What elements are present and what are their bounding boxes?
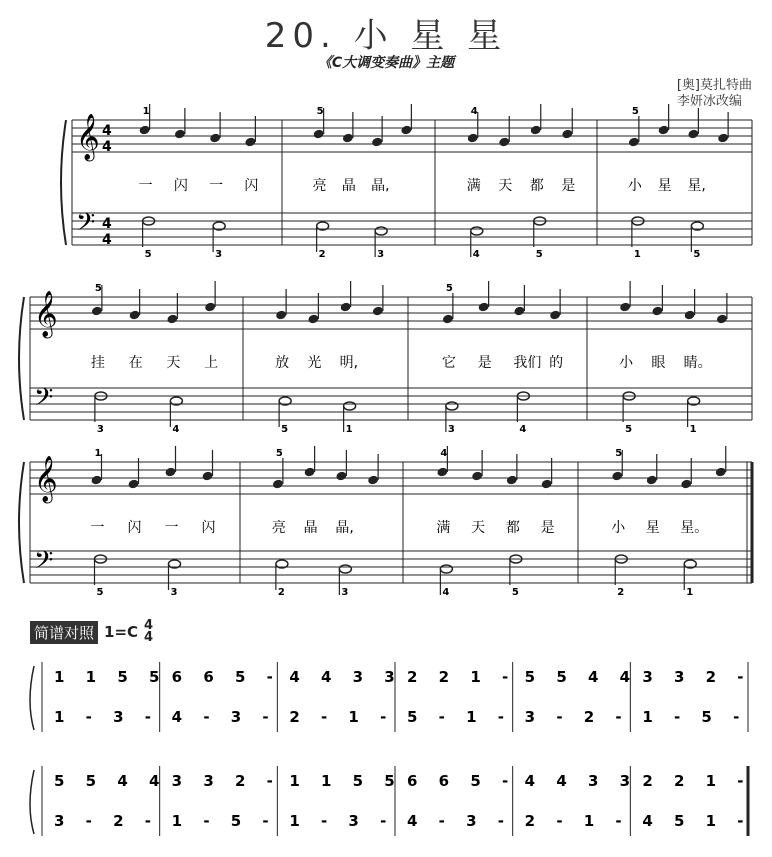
lyric-syllable: 星 <box>645 520 660 536</box>
note-head <box>166 314 178 325</box>
fingering-bass: 1 <box>686 587 694 598</box>
note-head <box>506 475 518 486</box>
note-head <box>717 133 729 144</box>
jianpu-time-signature: 4 4 <box>144 618 154 645</box>
jianpu-top-measure: 4 4 3 3 <box>524 772 639 790</box>
jianpu-bottom-measure: 2 - 1 - <box>289 708 395 726</box>
fingering-bass: 3 <box>96 424 104 435</box>
jianpu-bottom-measure: 2 - 1 - <box>524 812 630 830</box>
note-head <box>628 137 640 148</box>
fingering-treble: 4 <box>440 448 448 459</box>
lyric-syllable: 天 <box>498 178 513 194</box>
note-head <box>541 479 553 490</box>
lyric-syllable: 明, <box>339 355 359 371</box>
jianpu-bottom-measure: 3 - 2 - <box>54 812 159 830</box>
lyric-syllable: 小 <box>611 520 626 536</box>
note-head <box>91 306 103 317</box>
fingering-bass: 5 <box>693 249 701 260</box>
lyric-syllable: 是 <box>540 520 555 536</box>
fingering-bass: 5 <box>511 587 519 598</box>
note-head <box>400 125 412 136</box>
lyric-syllable: 眼 <box>651 355 666 371</box>
staff-brace <box>19 462 24 583</box>
lyric-syllable: 闪 <box>173 178 188 194</box>
lyric-syllable: 小 <box>619 355 634 371</box>
time-signature-top: 4 <box>102 123 112 139</box>
jianpu-bottom-measure: 5 - 1 - <box>407 708 512 726</box>
lyric-syllable: 小 <box>627 178 642 194</box>
note-head-half <box>375 227 387 235</box>
lyric-syllable: 都 <box>529 178 544 194</box>
note-head <box>478 302 490 313</box>
note-head <box>561 129 573 140</box>
time-signature-top: 4 <box>102 216 112 232</box>
fingering-bass: 1 <box>633 249 641 260</box>
jianpu-brace <box>30 770 34 834</box>
note-head-half <box>339 565 351 573</box>
lyric-syllable: 天 <box>166 355 181 371</box>
fingering-bass: 4 <box>442 587 450 598</box>
arranger-line: 李妍冰改编 <box>676 94 742 109</box>
jianpu-bottom-measure: 4 - 3 - <box>171 708 277 726</box>
lyric-syllable: 光 <box>307 355 322 371</box>
staff-brace <box>61 120 66 245</box>
note-head <box>367 475 379 486</box>
fingering-bass: 2 <box>277 587 285 598</box>
bass-clef: 𝄢 <box>34 546 54 581</box>
lyric-syllable: 星, <box>687 178 706 194</box>
fingering-bass: 4 <box>472 249 480 260</box>
lyric-syllable: 一 <box>90 520 105 536</box>
lyric-syllable: 睛。 <box>683 355 712 371</box>
note-head <box>658 125 670 136</box>
lyric-syllable: 一 <box>138 178 153 194</box>
jianpu-top-measure: 2 2 1 - <box>642 772 752 790</box>
lyric-syllable: 晶, <box>371 178 390 194</box>
lyric-syllable: 闪 <box>201 520 216 536</box>
fingering-bass: 5 <box>625 424 633 435</box>
lyric-syllable: 是 <box>561 178 576 194</box>
jianpu-brace <box>30 666 34 730</box>
fingering-bass: 2 <box>318 249 326 260</box>
jianpu-top-measure: 5 5 4 4 <box>524 668 639 686</box>
fingering-bass: 5 <box>144 249 152 260</box>
note-head <box>313 129 325 140</box>
lyric-syllable: 闪 <box>244 178 259 194</box>
fingering-treble: 5 <box>316 106 324 117</box>
note-head <box>209 133 221 144</box>
composer-line: [奥]莫扎特曲 <box>676 78 752 93</box>
fingering-treble: 5 <box>275 448 283 459</box>
note-head-half <box>471 227 483 235</box>
fingering-bass: 2 <box>617 587 625 598</box>
lyric-syllable: 满 <box>466 178 481 194</box>
lyric-syllable: 闪 <box>127 520 142 536</box>
lyric-syllable: 是 <box>477 355 492 371</box>
jianpu-top-measure: 5 5 4 4 <box>54 772 168 790</box>
jianpu-bottom-measure: 1 - 5 - <box>642 708 748 726</box>
jianpu-tag: 简谱对照 <box>30 621 98 644</box>
jianpu-top-measure: 6 6 5 - <box>171 668 281 686</box>
jianpu-top-measure: 4 4 3 3 <box>289 668 403 686</box>
fingering-bass: 4 <box>172 424 180 435</box>
fingering-bass: 1 <box>345 424 353 435</box>
time-signature-bottom: 4 <box>102 232 112 248</box>
note-head <box>174 129 186 140</box>
fingering-bass: 1 <box>689 424 697 435</box>
note-head-half <box>440 565 452 573</box>
note-head <box>549 310 561 321</box>
lyric-syllable: 在 <box>128 355 143 371</box>
note-head <box>139 125 151 136</box>
fingering-bass: 3 <box>447 424 455 435</box>
note-head <box>201 471 213 482</box>
jianpu-bottom-measure: 1 - 5 - <box>171 812 277 830</box>
jianpu-top-measure: 1 1 5 5 <box>289 772 403 790</box>
lyric-syllable: 放 <box>275 355 290 371</box>
fingering-bass: 5 <box>96 587 104 598</box>
fingering-bass: 3 <box>341 587 349 598</box>
jianpu-bottom-measure: 3 - 2 - <box>524 708 630 726</box>
lyric-syllable: 我们 <box>513 355 542 371</box>
note-head <box>164 467 176 478</box>
fingering-bass: 5 <box>535 249 543 260</box>
note-head-half <box>446 402 458 410</box>
note-head <box>619 302 631 313</box>
note-head <box>340 302 352 313</box>
note-head <box>129 310 141 321</box>
treble-clef: 𝄞 <box>76 114 100 160</box>
note-head <box>372 306 384 317</box>
fingering-treble: 5 <box>94 283 102 294</box>
bass-clef: 𝄢 <box>34 383 54 418</box>
note-head <box>371 137 383 148</box>
fingering-bass: 4 <box>519 424 527 435</box>
note-head <box>498 137 510 148</box>
fingering-treble: 5 <box>631 106 639 117</box>
note-head <box>442 314 454 325</box>
note-head <box>646 475 658 486</box>
note-head <box>680 479 692 490</box>
note-head <box>716 314 728 325</box>
jianpu-header <box>30 620 153 644</box>
lyric-syllable: 星 <box>657 178 672 194</box>
lyric-syllable: 晶 <box>341 178 356 194</box>
note-head <box>127 479 139 490</box>
fingering-bass: 3 <box>170 587 178 598</box>
note-head <box>467 133 479 144</box>
jianpu-bottom-measure: 4 - 3 - <box>407 812 512 830</box>
lyric-syllable: 天 <box>471 520 486 536</box>
note-head <box>651 306 663 317</box>
note-head <box>204 302 216 313</box>
note-head <box>687 129 699 140</box>
lyric-syllable: 的 <box>549 355 564 371</box>
subtitle: 《C大调变奏曲》主题 <box>317 55 455 71</box>
lyric-syllable: 挂 <box>90 355 105 371</box>
lyric-syllable: 一 <box>164 520 179 536</box>
jianpu-top-measure: 2 2 1 - <box>407 668 517 686</box>
lyric-syllable: 晶, <box>335 520 354 536</box>
jianpu-bottom-measure: 4 5 1 - <box>642 812 752 830</box>
lyric-syllable: 亮 <box>271 520 286 536</box>
note-head-half <box>344 402 356 410</box>
jianpu-top-measure: 1 1 5 5 <box>54 668 168 686</box>
lyric-syllable: 亮 <box>312 178 327 194</box>
fingering-treble: 1 <box>142 106 150 117</box>
lyric-syllable: 都 <box>505 520 520 536</box>
note-head <box>272 479 284 490</box>
note-head <box>335 471 347 482</box>
fingering-bass: 3 <box>377 249 385 260</box>
note-head <box>307 314 319 325</box>
staff-brace <box>19 297 24 420</box>
lyric-syllable: 一 <box>209 178 224 194</box>
jianpu-top-measure: 3 3 2 - <box>642 668 752 686</box>
note-head <box>611 471 623 482</box>
key-signature-text: 1=C <box>104 623 139 641</box>
note-head <box>90 475 102 486</box>
lyric-syllable: 上 <box>204 355 219 371</box>
note-head <box>342 133 354 144</box>
fingering-treble: 5 <box>445 283 453 294</box>
treble-clef: 𝄞 <box>34 291 58 337</box>
note-head <box>275 310 287 321</box>
fingering-bass: 5 <box>281 424 289 435</box>
time-signature-bottom: 4 <box>102 139 112 155</box>
fingering-treble: 4 <box>470 106 478 117</box>
jianpu-top-measure: 6 6 5 - <box>407 772 517 790</box>
jianpu-bottom-measure: 1 - 3 - <box>54 708 159 726</box>
note-head <box>471 471 483 482</box>
note-head <box>715 467 727 478</box>
lyric-syllable: 满 <box>436 520 451 536</box>
page-title: 20. 小 星 星 <box>264 16 508 56</box>
note-head <box>513 306 525 317</box>
fingering-bass: 3 <box>215 249 223 260</box>
lyric-syllable: 晶 <box>303 520 318 536</box>
note-head <box>304 467 316 478</box>
bass-clef: 𝄢 <box>76 208 96 243</box>
note-head <box>684 310 696 321</box>
jianpu-top-measure: 3 3 2 - <box>171 772 281 790</box>
note-head <box>244 137 256 148</box>
note-head <box>530 125 542 136</box>
fingering-treble: 5 <box>615 448 623 459</box>
treble-clef: 𝄞 <box>34 456 58 502</box>
fingering-treble: 1 <box>94 448 102 459</box>
lyric-syllable: 它 <box>441 355 456 371</box>
lyric-syllable: 星。 <box>680 520 709 536</box>
jianpu-bottom-measure: 1 - 3 - <box>289 812 395 830</box>
note-head <box>436 467 448 478</box>
